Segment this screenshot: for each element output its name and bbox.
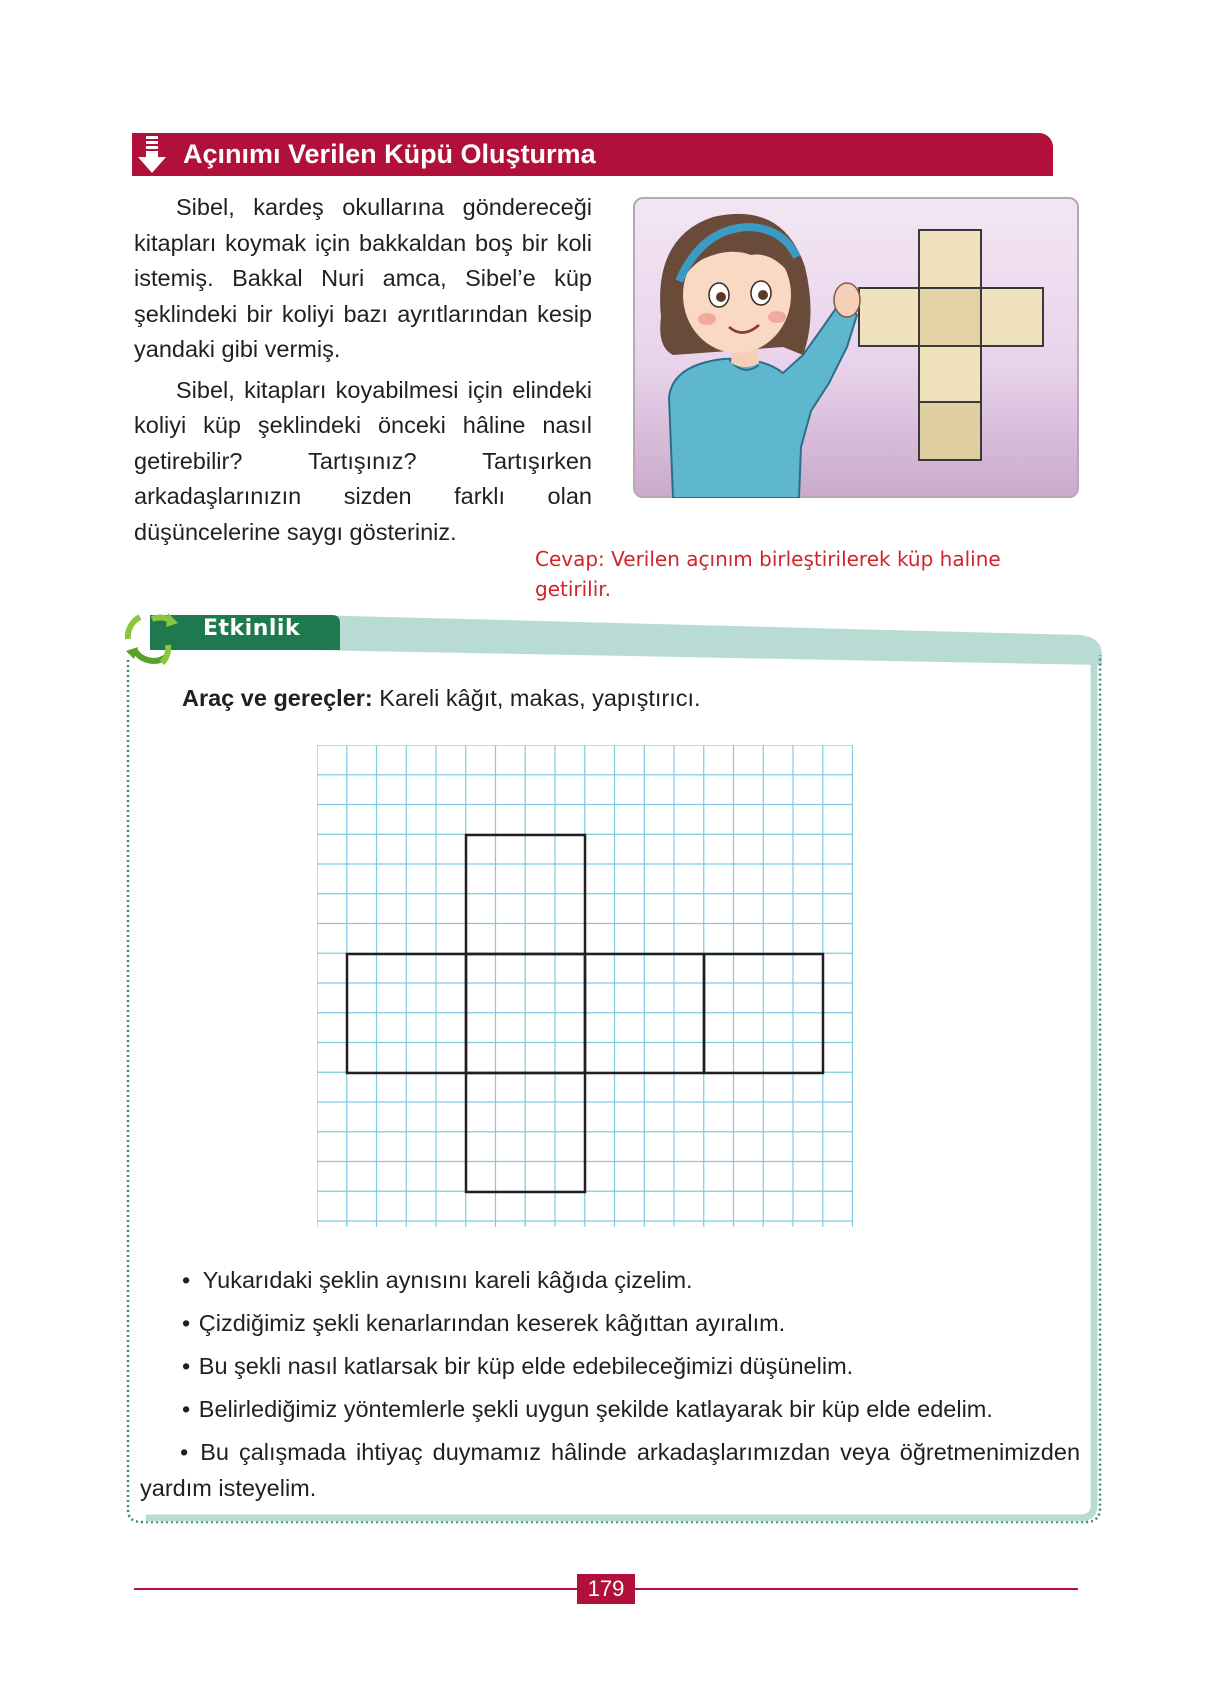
cube-net-outline xyxy=(347,835,823,1192)
grid-paper-cube-net xyxy=(317,745,853,1227)
step-text: Belirlediğimiz yöntemlerle şekli uygun şekilde katlayarak bir küp elde edelim. xyxy=(198,1396,993,1422)
answer-note: Cevap: Verilen açınım birleştirilerek küp haline getirilir. xyxy=(535,547,1001,601)
step-text: Çizdiğimiz şekli kenarlarından keserek kâğıttan ayıralım. xyxy=(198,1310,786,1336)
intro-paragraph-1: Sibel, kardeş okullarına göndereceği kitapları koymak için bakkaldan boş bir koli istemiş. Bakkal Nuri amca, Sibel’e küp şeklindeki bir koliyi bazı ayrıtlarından kesip yandaki gibi vermiş. xyxy=(134,194,592,362)
activity-label: Etkinlik xyxy=(203,616,301,641)
intro-paragraph-2: Sibel, kitapları koyabilmesi için elindeki koliyi küp şeklindeki önceki hâline nasıl getirebilir? Tartışınız? Tartışırken arkadaşlarınızın sizden farklı olan düşüncelerine saygı gösteriniz. xyxy=(134,376,592,545)
step-item xyxy=(140,1348,1080,1384)
page-number: 179 xyxy=(587,1576,625,1601)
girl-with-cube-net-illustration xyxy=(633,197,1079,498)
bullet: • xyxy=(182,1267,191,1293)
step-item xyxy=(140,1262,1080,1298)
section-title: Açınımı Verilen Küpü Oluşturma xyxy=(183,139,596,169)
intro-text xyxy=(134,190,592,555)
step-text: Bu şekli nasıl katlarsak bir küp elde edebileceğimizi düşünelim. xyxy=(198,1353,854,1379)
activity-steps xyxy=(140,1262,1080,1513)
step-text: Yukarıdaki şeklin aynısını kareli kâğıda çizelim. xyxy=(202,1267,693,1293)
materials-text: Kareli kâğıt, makas, yapıştırıcı. xyxy=(379,685,701,711)
step-item xyxy=(140,1391,1080,1427)
bullet: • xyxy=(182,1353,191,1379)
materials-line xyxy=(182,682,701,714)
materials-label: Araç ve gereçler: xyxy=(182,685,373,711)
step-text: Bu çalışmada ihtiyaç duymamız hâlinde arkadaşlarımızdan veya öğretmenimizden yardım isteyelim. xyxy=(140,1439,1081,1501)
step-item xyxy=(140,1305,1080,1341)
bullet: • xyxy=(182,1310,191,1336)
bullet: • xyxy=(180,1439,189,1465)
bullet: • xyxy=(182,1396,191,1422)
down-arrow-icon xyxy=(134,134,170,176)
step-item xyxy=(140,1434,1080,1506)
